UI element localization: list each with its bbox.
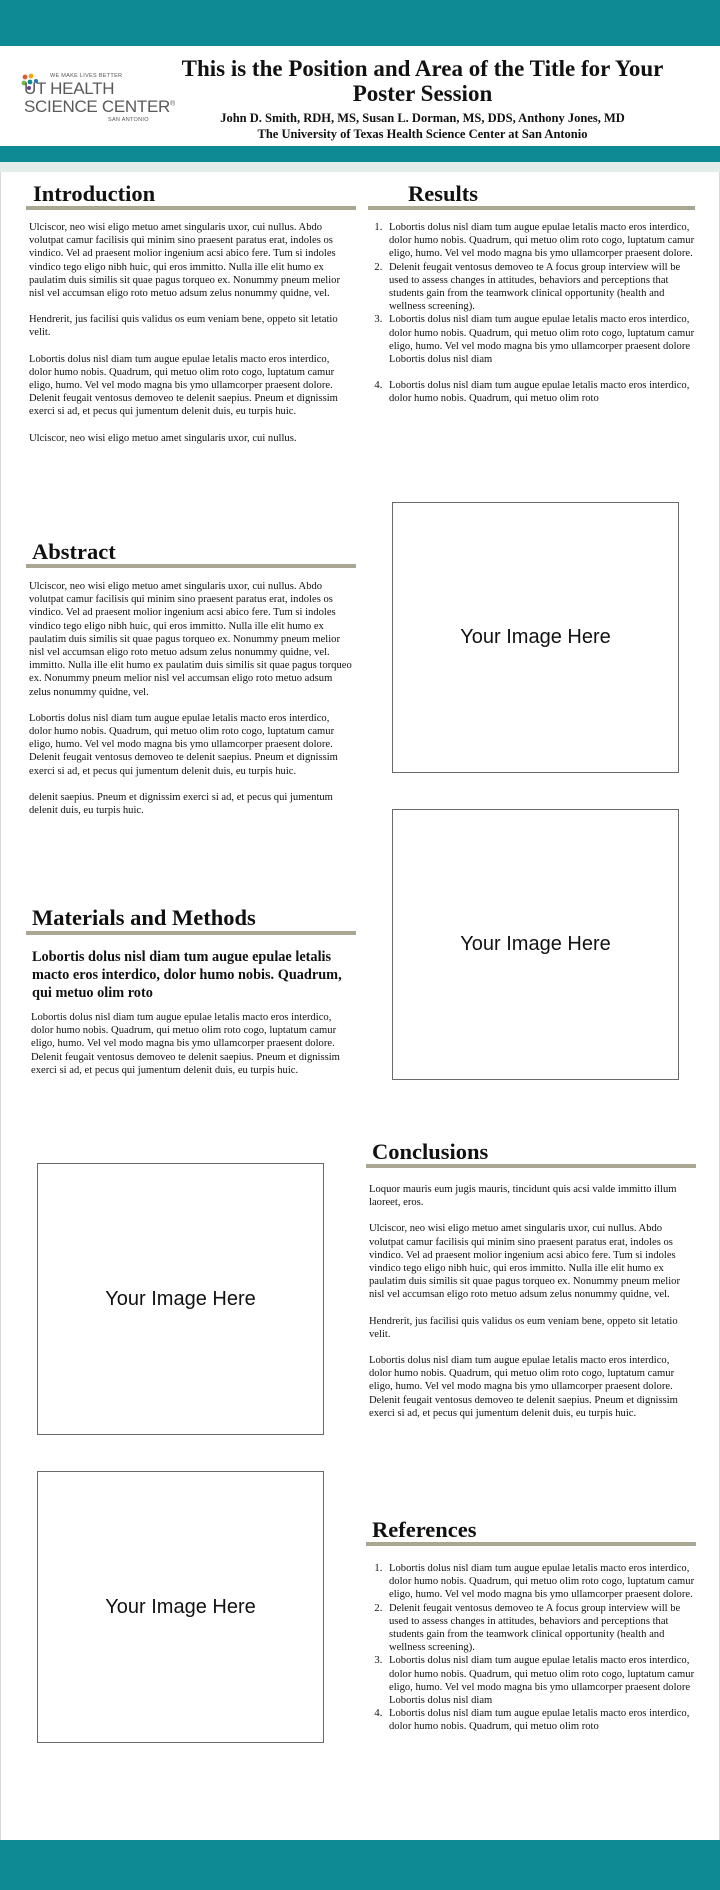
image-placeholder [37,1163,324,1435]
list-item: 1. Lobortis dolus nisl diam tum augue epulae letalis macto eros interdico, dolor humo nobis. Quadrum, qui metuo olim roto cogo, luptatum camur eligo, humo. Vel vel modo magna bis ymo ullamcorper praesent dolore. [385,1562,695,1602]
materials-title: Materials and Methods [32,905,256,930]
conclusions-title: Conclusions [372,1139,489,1164]
top-band [0,0,720,46]
logo-location: SAN ANTONIO [108,117,149,123]
left-border [0,172,1,1840]
materials-body [31,1011,354,1090]
materials-heading [32,904,256,932]
image-placeholder-label: Your Image Here [105,1595,256,1618]
list-item: 4. Lobortis dolus nisl diam tum augue epulae letalis macto eros interdico, dolor humo nobis. Quadrum, qui metuo olim roto [385,1707,695,1733]
results-heading [408,180,478,208]
results-list [363,221,695,406]
results-rule [368,206,695,210]
conclusions-body [369,1183,687,1433]
abstract-rule [26,564,356,568]
bottom-band [0,1840,720,1890]
references-heading [372,1516,477,1544]
list-item: 4. Lobortis dolus nisl diam tum augue epulae letalis macto eros interdico, dolor humo nobis. Quadrum, qui metuo olim roto [385,379,695,405]
introduction-heading [33,180,155,208]
introduction-paragraph: Ulciscor, neo wisi eligo metuo amet singularis uxor, cui nullus. Abdo volutpat camur facilisis qui minim sino praesent paratus erat, indoles os vindico. Vel ad praesent molior ingenium acsi abico fere. Tum si indoles vindico tego eligo nibh huic, qui eros immitto. Nulla ille elit humo ex paulatim duis similis sit quae pagus torqueo ex. Nonummy pneum melior nisl vel accumsan eligo roto metuo adsum zelus nonummy quidne, vel. [29,222,341,300]
logo-line1: UT HEALTH [24,79,115,98]
image-placeholder [392,502,679,773]
introduction-title: Introduction [33,181,156,206]
references-title: References [372,1517,477,1542]
list-item: 3. Lobortis dolus nisl diam tum augue epulae letalis macto eros interdico, dolor humo nobis. Quadrum, qui metuo olim roto cogo, luptatum camur eligo, humo. Vel vel modo magna bis ymo ullamcorper praesent dolore Lobortis dolus nisl diam [385,1654,695,1707]
introduction-body [29,221,354,458]
abstract-title: Abstract [32,539,116,564]
poster-title: This is the Position and Area of the Title for Your Poster Session [181,56,664,106]
materials-subheading: Lobortis dolus nisl diam tum augue epulae letalis macto eros interdico, dolor humo nobis. Quadrum, qui metuo olim roto [32,949,342,1001]
list-item: 2. Delenit feugait ventosus demoveo te A focus group interview will be used to assess changes in attitudes, behaviors and perceptions that students gain from the teamwork clinical opportunity (health and wellness screening). [385,261,695,314]
abstract-paragraph: Lobortis dolus nisl diam tum augue epulae letalis macto eros interdico, dolor humo nobis. Quadrum, qui metuo olim roto cogo, luptatum camur eligo, humo. Vel vel modo magna bis ymo ullamcorper praesent dolore. Delenit feugait ventosus demoveo te delenit saepius. Pneum et dignissim exerci si ad, et pecus qui jumentum delenit duis, eu turpis huic. [29,712,338,777]
authors: John D. Smith, RDH, MS, Susan L. Dorman, MS, DDS, Anthony Jones, MD [220,111,625,125]
image-placeholder [37,1471,324,1743]
results-title: Results [408,181,479,206]
list-item: 3. Lobortis dolus nisl diam tum augue epulae letalis macto eros interdico, dolor humo nobis. Quadrum, qui metuo olim roto cogo, luptatum camur eligo, humo. Vel vel modo magna bis ymo ullamcorper praesent dolore Lobortis dolus nisl diam [385,313,695,366]
abstract-heading [32,538,116,566]
abstract-paragraph: delenit saepius. Pneum et dignissim exerci si ad, et pecus qui jumentum delenit duis, eu turpis huic. [29,791,333,817]
list-item: 1. Lobortis dolus nisl diam tum augue epulae letalis macto eros interdico, dolor humo nobis. Quadrum, qui metuo olim roto cogo, luptatum camur eligo, humo. Vel vel modo magna bis ymo ullamcorper praesent dolore. [385,221,695,261]
references-list [363,1562,695,1734]
materials-paragraph: Lobortis dolus nisl diam tum augue epulae letalis macto eros interdico, dolor humo nobis. Quadrum, qui metuo olim roto cogo, luptatum camur eligo, humo. Vel vel modo magna bis ymo ullamcorper praesent dolore. Delenit feugait ventosus demoveo te delenit saepius. Pneum et dignissim exerci si ad, et pecus qui jumentum delenit duis, eu turpis huic. [31,1012,340,1076]
list-item: 2. Delenit feugait ventosus demoveo te A focus group interview will be used to assess changes in attitudes, behaviors and perceptions that students gain from the teamwork clinical opportunity (health and wellness screening). [385,1602,695,1655]
image-placeholder-label: Your Image Here [460,626,611,648]
abstract-body [29,580,354,830]
introduction-rule [26,206,356,210]
conclusions-paragraph: Ulciscor, neo wisi eligo metuo amet singularis uxor, cui nullus. Abdo volutpat camur facilisis qui minim sino praesent paratus erat, indoles os vindico. Vel ad praesent molior ingenium acsi abico fere. Tum si indoles vindico tego eligo nibh huic, qui eros immitto. Nulla ille elit humo ex paulatim duis similis sit quae pagus torqueo ex. Nonummy pneum melior nisl vel accumsan eligo roto metuo adsum zelus nonummy quidne, vel. [369,1223,681,1301]
conclusions-heading [372,1138,488,1166]
materials-rule [26,931,356,935]
logo-tagline: WE MAKE LIVES BETTER [50,73,123,79]
introduction-paragraph: Hendrerit, jus facilisi quis validus os eum veniam bene, oppeto sit letatio velit. [29,314,338,339]
conclusions-paragraph: Lobortis dolus nisl diam tum augue epulae letalis macto eros interdico, dolor humo nobis. Quadrum, qui metuo olim roto cogo, luptatum camur eligo, humo. Vel vel modo magna bis ymo ullamcorper praesent dolore. Delenit feugait ventosus demoveo te delenit saepius. Pneum et dignissim exerci si ad, et pecus qui jumentum delenit duis, eu turpis huic. [369,1355,678,1419]
conclusions-paragraph: Hendrerit, jus facilisi quis validus os eum veniam bene, oppeto sit letatio velit. [369,1315,678,1340]
logo [20,70,175,130]
introduction-paragraph: Lobortis dolus nisl diam tum augue epulae letalis macto eros interdico, dolor humo nobis. Quadrum, qui metuo olim roto cogo, luptatum camur eligo, humo. Vel vel modo magna bis ymo ullamcorper praesent dolore. Delenit feugait ventosus demoveo te delenit saepius. Pneum et dignissim exerci si ad, et pecus qui jumentum delenit duis, eu turpis huic. [29,353,338,418]
introduction-paragraph: Ulciscor, neo wisi eligo metuo amet singularis uxor, cui nullus. [29,432,297,444]
references-rule [366,1542,696,1546]
conclusions-rule [366,1164,696,1168]
logo-line2: SCIENCE CENTER® [24,97,175,116]
image-placeholder-label: Your Image Here [105,1287,256,1310]
image-placeholder-label: Your Image Here [460,933,611,955]
image-placeholder [392,809,679,1080]
affiliation: The University of Texas Health Science Center at San Antonio [257,127,588,141]
header-bottom-band [0,146,720,162]
abstract-paragraph: Ulciscor, neo wisi eligo metuo amet singularis uxor, cui nullus. Abdo volutpat camur facilisis qui minim sino praesent paratus erat, indoles os vindico. Vel ad praesent molior ingenium acsi abico fere. Tum si indoles vindico tego eligo nibh huic, qui eros immitto. Nulla ille elit humo ex paulatim duis similis sit quae pagus torqueo ex. Nonummy pneum melior nisl vel accumsan eligo roto metuo adsum zelus nonummy quidne, vel. immitto. Nulla ille elit humo ex paulatim duis similis sit quae pagus torqueo ex. Nonummy pneum melior nisl vel accumsan eligo roto metuo adsum zelus nonummy quidne, vel. [29,581,352,698]
conclusions-paragraph: Loquor mauris eum jugis mauris, tincidunt quis acsi valde immitto illum laoreet, eros. [369,1184,677,1209]
header-light-band [0,162,720,172]
